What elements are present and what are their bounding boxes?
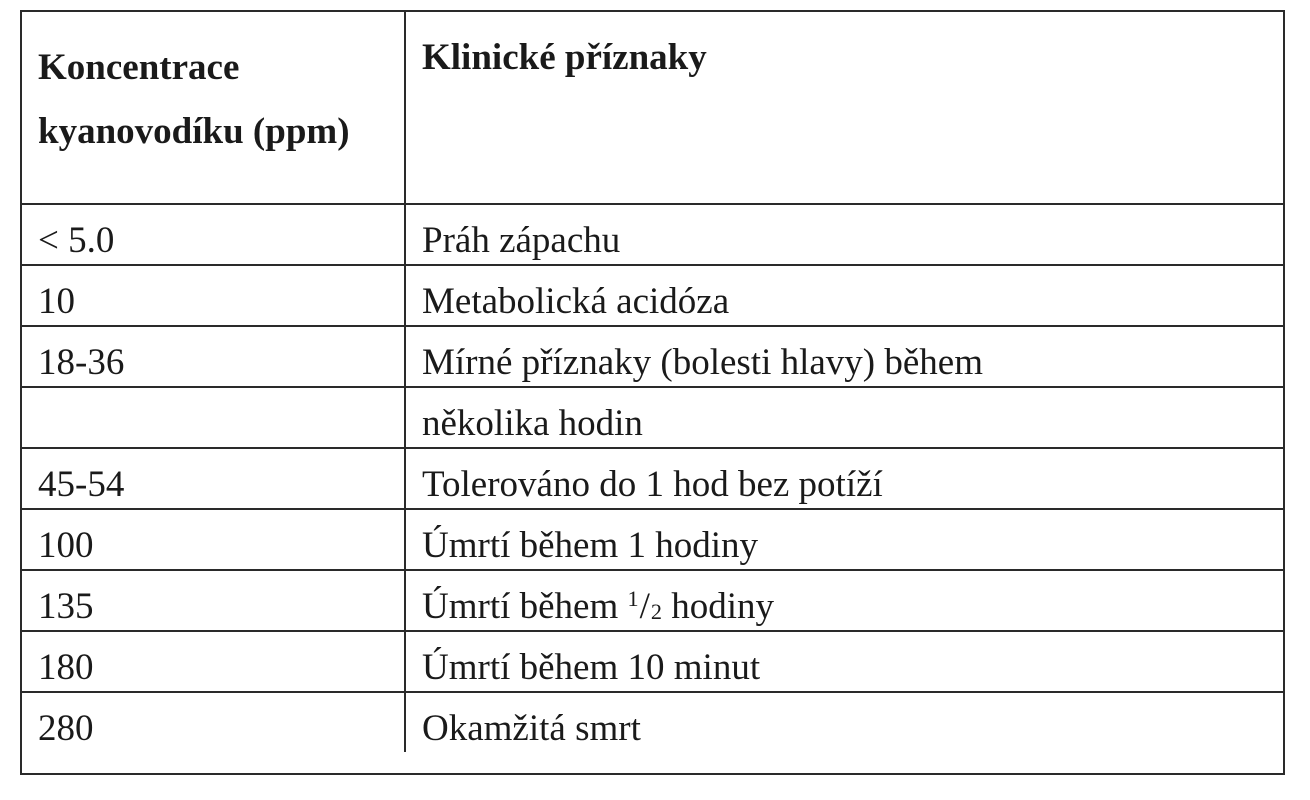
table-header-row xyxy=(22,12,1283,204)
symptoms-suffix: hodiny xyxy=(661,586,775,627)
fraction-denominator: 2 xyxy=(650,599,662,625)
cell-symptoms: několika hodin xyxy=(405,387,1283,448)
cell-concentration: 135 xyxy=(22,570,405,631)
table xyxy=(22,12,1283,752)
cell-symptoms: Okamžitá smrt xyxy=(422,708,641,749)
cell-symptoms: Metabolická acidóza xyxy=(405,265,1283,326)
table-row xyxy=(22,387,1283,448)
table-row xyxy=(22,204,1283,265)
table-row xyxy=(22,692,1283,752)
cell-symptoms: Práh zápachu xyxy=(405,204,1283,265)
hcn-toxicity-table xyxy=(20,10,1285,775)
cell-concentration xyxy=(22,387,405,448)
cell-concentration: < 5.0 xyxy=(22,204,405,265)
table-row xyxy=(22,570,1283,631)
fraction-slash: / xyxy=(639,586,650,627)
fraction-numerator: 1 xyxy=(627,585,639,611)
table-row xyxy=(22,448,1283,509)
cell-symptoms: Tolerováno do 1 hod bez potíží xyxy=(405,448,1283,509)
table-row xyxy=(22,326,1283,387)
cell-concentration: 45-54 xyxy=(22,448,405,509)
cell-concentration: 100 xyxy=(22,509,405,570)
table-row xyxy=(22,509,1283,570)
symptoms-prefix: Úmrtí během xyxy=(422,586,628,627)
table-row xyxy=(22,631,1283,692)
cell-concentration: 180 xyxy=(22,631,405,692)
cell-symptoms: Mírné příznaky (bolesti hlavy) během xyxy=(405,326,1283,387)
cell-concentration: 10 xyxy=(22,265,405,326)
cell-concentration: 18-36 xyxy=(22,326,405,387)
table-row xyxy=(22,265,1283,326)
header-concentration: Koncentrace kyanovodíku (ppm) xyxy=(22,12,405,204)
cell-symptoms: Úmrtí během 1 hodiny xyxy=(405,509,1283,570)
cell-concentration: 280 xyxy=(22,692,405,752)
header-symptoms: Klinické příznaky xyxy=(405,12,1283,204)
cell-symptoms xyxy=(405,570,1283,631)
cell-symptoms: Úmrtí během 10 minut xyxy=(405,631,1283,692)
